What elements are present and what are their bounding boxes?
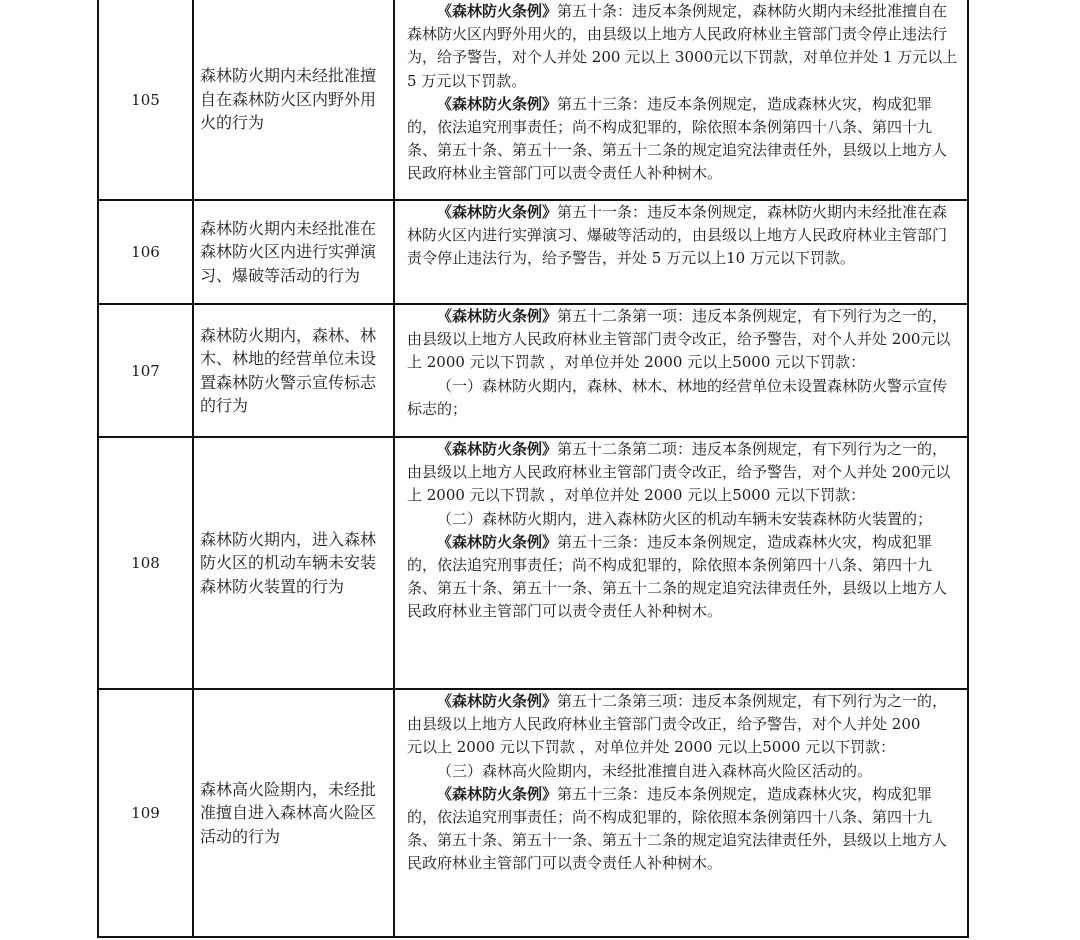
legal-basis-content — [407, 690, 959, 936]
violation-behavior: 森林防火期内，森林、林木、林地的经营单位未设置森林防火警示宣传标志的行为 — [193, 304, 394, 437]
table-row — [98, 0, 968, 200]
legal-paragraph — [407, 93, 959, 186]
violation-behavior: 森林防火期内，进入森林防火区的机动车辆未安装森林防火装置的行为 — [193, 437, 394, 689]
article-text: 第五十二条第一项：违反本条例规定，有下列行为之一的，由县级以上地方人民政府林业主管部门责令改正，给予警告，对个人并处 200元以上 2000 元以下罚款 ，对单位并处 2000 元以上5000 元以下罚款： — [407, 307, 951, 372]
legal-basis — [394, 437, 968, 689]
article-text: 第五十三条：违反本条例规定，造成森林火灾，构成犯罪的，依法追究刑事责任；尚不构成犯罪的，除依照本条例第四十八条、第四十九条、第五十条、第五十一条、第五十二条的规定追究法律责任外，县级以上地方人民政府林业主管部门可以责令责任人补种树木。 — [407, 532, 948, 621]
legal-basis — [394, 304, 968, 437]
legal-paragraph — [407, 783, 959, 876]
article-text: 第五十一条：违反本条例规定，森林防火期内未经批准在森林防火区内进行实弹演习、爆破等活动的，由县级以上地方人民政府林业主管部门责令停止违法行为，给予警告，并处 5 万元以上10 万元以下罚款。 — [407, 203, 948, 268]
legal-paragraph — [407, 201, 959, 271]
article-text: 第五十条：违反本条例规定，森林防火期内未经批准擅自在森林防火区内野外用火的，由县级以上地方人民政府林业主管部门责令停止违法行为，给予警告，对个人并处 200 元以上 3000元以下罚款，对单位并处 1 万元以上 5 万元以下罚款。 — [407, 2, 958, 90]
article-text: （一）森林防火期内，森林、林木、林地的经营单位未设置森林防火警示宣传标志的； — [407, 376, 948, 418]
legal-paragraph — [407, 736, 959, 759]
article-text: 第五十三条：违反本条例规定，造成森林火灾，构成犯罪的，依法追究刑事责任；尚不构成犯罪的，除依照本条例第四十八条、第四十九条、第五十条、第五十一条、第五十二条的规定追究法律责任外，县级以上地方人民政府林业主管部门可以责令责任人补种树木。 — [407, 94, 948, 183]
row-number: 107 — [98, 304, 193, 437]
row-number: 109 — [98, 689, 193, 937]
article-text: 第五十二条第三项：违反本条例规定，有下列行为之一的，由县级以上地方人民政府林业主管部门责令改正，给予警告，对个人并处 200 — [407, 692, 948, 734]
legal-basis — [394, 200, 968, 304]
law-title: 《森林防火条例》 — [437, 532, 558, 551]
law-title: 《森林防火条例》 — [437, 692, 558, 710]
table-row — [98, 200, 968, 304]
legal-basis — [394, 689, 968, 937]
legal-paragraph — [407, 375, 959, 421]
article-text: 第五十三条：违反本条例规定，造成森林火灾，构成犯罪的，依法追究刑事责任；尚不构成犯罪的，除依照本条例第四十八条、第四十九条、第五十条、第五十一条、第五十二条的规定追究法律责任外，县级以上地方人民政府林业主管部门可以责令责任人补种树木。 — [407, 784, 948, 873]
legal-paragraph — [407, 690, 959, 736]
table-row — [98, 689, 968, 937]
row-number: 108 — [98, 437, 193, 689]
legal-paragraph — [407, 0, 959, 93]
legal-basis-content — [407, 0, 959, 199]
row-number: 106 — [98, 200, 193, 304]
table-row — [98, 304, 968, 437]
violation-behavior: 森林高火险期内，未经批准擅自进入森林高火险区活动的行为 — [193, 689, 394, 937]
legal-paragraph — [407, 531, 959, 624]
law-title: 《森林防火条例》 — [437, 784, 558, 803]
law-title: 《森林防火条例》 — [437, 2, 558, 20]
table-body — [98, 0, 968, 937]
legal-paragraph — [407, 438, 959, 508]
legal-basis-content — [407, 438, 959, 688]
violation-behavior: 森林防火期内未经批准擅自在森林防火区内野外用火的行为 — [193, 0, 394, 200]
law-title: 《森林防火条例》 — [437, 440, 558, 458]
legal-basis — [394, 0, 968, 200]
regulation-table — [97, 0, 969, 938]
violation-behavior: 森林防火期内未经批准在森林防火区内进行实弹演习、爆破等活动的行为 — [193, 200, 394, 304]
legal-paragraph — [407, 760, 959, 783]
article-text: （三）森林高火险期内，未经批准擅自进入森林高火险区活动的。 — [437, 761, 873, 780]
article-text: （二）森林防火期内，进入森林防火区的机动车辆未安装森林防火装置的； — [437, 509, 933, 528]
article-text: 元以上 2000 元以下罚款 ，对单位并处 2000 元以上5000 元以下罚款： — [407, 738, 896, 757]
law-title: 《森林防火条例》 — [437, 94, 558, 113]
article-text: 第五十二条第二项：违反本条例规定，有下列行为之一的，由县级以上地方人民政府林业主管部门责令改正，给予警告，对个人并处 200元以上 2000 元以下罚款 ，对单位并处 2000 元以上5000 元以下罚款： — [407, 440, 951, 505]
table-row — [98, 437, 968, 689]
legal-paragraph — [407, 305, 959, 375]
legal-paragraph — [407, 508, 959, 531]
law-title: 《森林防火条例》 — [437, 307, 558, 325]
legal-basis-content — [407, 305, 959, 436]
law-title: 《森林防火条例》 — [437, 203, 558, 221]
legal-basis-content — [407, 201, 959, 303]
row-number: 105 — [98, 0, 193, 200]
